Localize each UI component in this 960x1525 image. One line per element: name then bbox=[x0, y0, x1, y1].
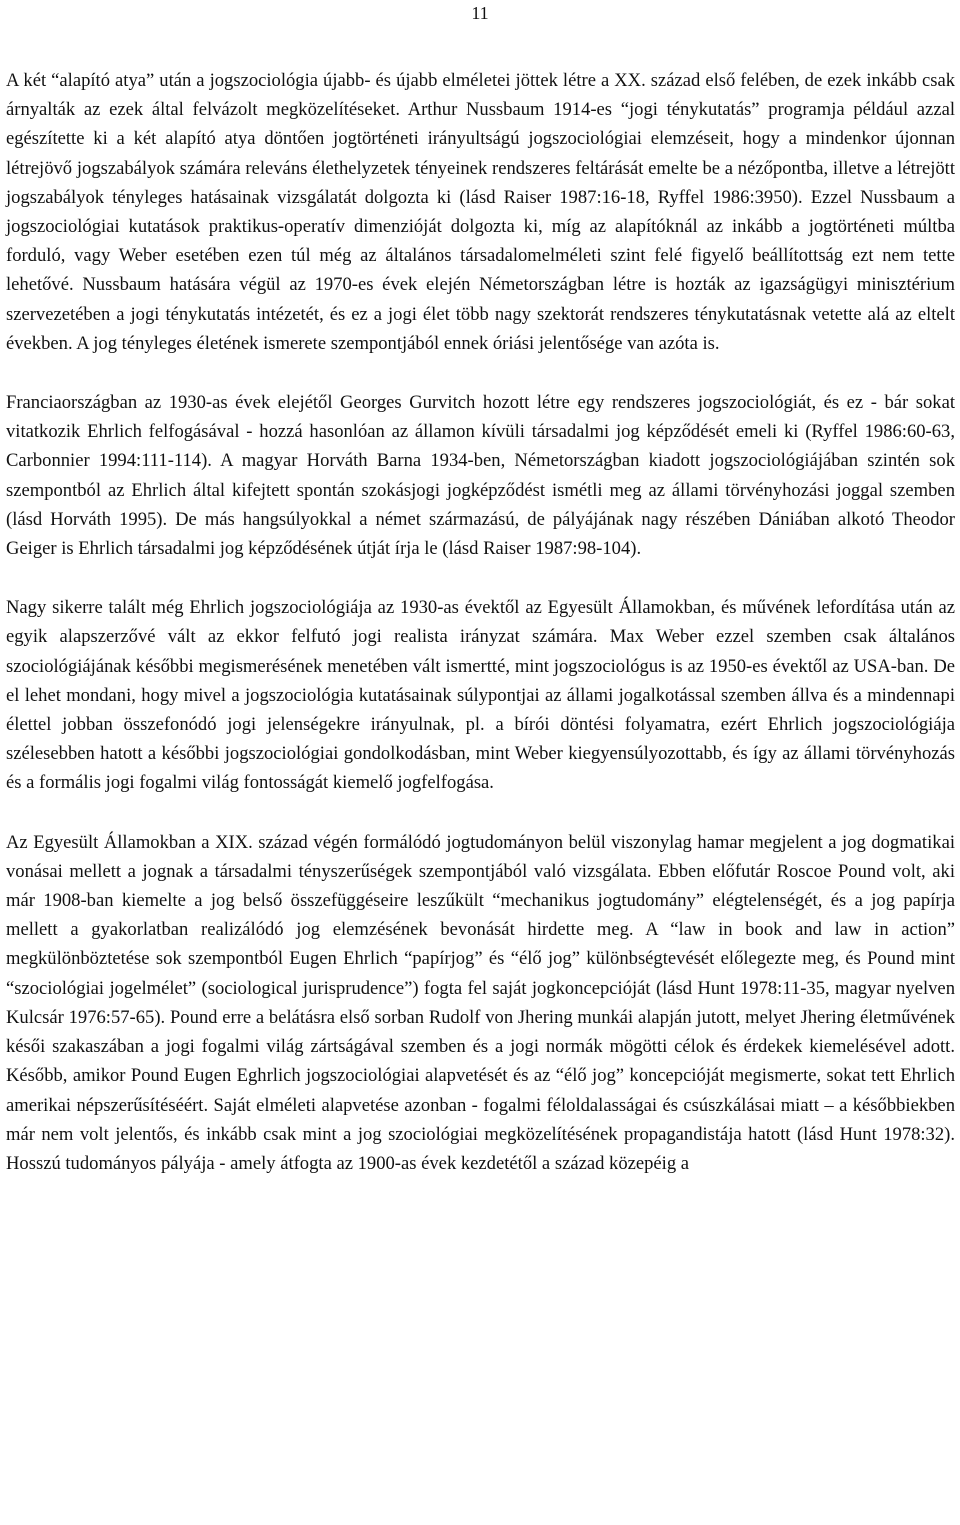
page-number: 11 bbox=[471, 3, 489, 23]
paragraph-gurvitch: Franciaországban az 1930-as évek elejétől Georges Gurvitch hozott létre egy rendszeres jogszociológiát, és ez - bár sokat vitatkozik Ehrlich felfogásával - hozzá hasonlóan az államon kívüli társadalmi jog képződését emeli ki (Ryffel 1986:60-63, Carbonnier 1994:111-114). A magyar Horváth Barna 1934-ben, Németországban kiadott jogszociológiájában szintén sok szempontból az Ehrlich által kifejtett spontán szokásjogi jogképződést ismétli meg az állami törvényhozási joggal szemben (lásd Horváth 1995). De más hangsúlyokkal a német származású, de pályájának nagy részében Dániában alkotó Theodor Geiger is Ehrlich társadalmi jog képződésének útját írja le (lásd Raiser 1987:98-104). bbox=[6, 392, 955, 560]
paragraph-pound: Az Egyesült Államokban a XIX. század végén formálódó jogtudományon belül viszonylag hamar megjelent a jog dogmatikai vonásai mellett a jognak a társadalmi tényszerűségek szempontjából való vizsgálata. Ebben előfutár Roscoe Pound volt, aki már 1908-ban kiemelte a jog belső összefüggéseire leszűkült “mechanikus jogtudomány” elégtelenségét, és a jog papírja mellett a gyakorlatban realizálódó jog elemzésének bevonását hirdette meg. A “law in book and law in action” megkülönböztetése sok szempontból Eugen Ehrlich “papírjog” és “élő jog” különbségtevését előlegezte meg, és Pound mint “szociológiai jogelmélet” (sociological jurisprudence”) fogta fel saját jogkoncepcióját (lásd Hunt 1978:11-35, magyar nyelven Kulcsár 1976:57-65). Pound erre a belátásra első sorban Rudolf von Jhering munkái alapján jutott, melyet Jhering életművének késői szakaszában a jogi fogalmi világ zártságával szemben és a jogi normák mögötti célok és érdekek kiemelésével adott. Később, amikor Pound Eugen Eghrlich jogszociológiai alapvetését és az “élő jog” koncepcióját megismerte, sokat tett Ehrlich amerikai népszerűsítéséért. Saját elméleti alapvetése azonban - fogalmi féloldalasságai és csúszkálásai miatt – a későbbiekben már nem volt jelentős, és inkább csak mint a jog szociológiai megközelítésének propagandistája hatott (lásd Hunt 1978:32). Hosszú tudományos pályája - amely átfogta az 1900-as évek kezdetétől a század közepéig a bbox=[6, 831, 955, 1174]
body-text bbox=[6, 66, 955, 1178]
paragraph-ehrlich-usa: Nagy sikerre talált még Ehrlich jogszociológiája az 1930-as évektől az Egyesült Államokban, és művének lefordítása után az egyik alapszerzővé vált az ekkor felfutó jogi realista irányzat számára. Max Weber ezzel szemben csak általános szociológiájának későbbi megismerésének menetében vált ismertté, mint jogszociológus is az 1950-es évektől az USA-ban. De el lehet mondani, hogy mivel a jogszociológia kutatásainak súlypontjai az állami jogalkotással szemben állva és a mindennapi élettel jobban összefonódó jogi jelenségekre irányulnak, pl. a bírói döntési folyamatra, ezért Ehrlich jogszociológiája szélesebben hatott a későbbi jogszociológiai gondolkodásban, mint Weber kiegyensúlyozottabb, és így az állami törvényhozás és a formális jogi fogalmi világ fontosságát kiemelő jogfelfogása. bbox=[6, 597, 955, 794]
paragraph-nussbaum: A két “alapító atya” után a jogszociológia újabb- és újabb elméletei jöttek létre a XX. század első felében, de ezek inkább csak árnyalták az ezek által felvázolt megközelítéseket. Arthur Nussbaum 1914-es “jogi ténykutatás” programja például azzal egészítette ki a két alapító atya döntően jogtörténeti irányultságú jogszociológiai elemzéseit, hogy a mindenkor újonnan létrejövő jogszabályok számára releváns élethelyzetek tényeinek rendszeres feltárását emelte be a nézőpontba, illetve a létrejött jogszabályok tényleges hatásainak vizsgálatát dolgozta ki (lásd Raiser 1987:16-18, Ryffel 1986:3950). Ezzel Nussbaum a jogszociológiai kutatások praktikus-operatív dimenzióját dolgozta ki, míg az alapítóknál az inkább a jogtörténeti múltba forduló, vagy Weber esetében ezen túl még az általános társadalomelméleti szint felé figyelő beállítottság ezt nem tette lehetővé. Nussbaum hatására végül az 1970-es évek elején Németországban létre is hozták az igazságügyi minisztérium szervezetében a jogi ténykutatás intézetét, és ez a jogi élet több nagy szektorát rendszeres ténykutatásnak vetette alá az eltelt években. A jog tényleges életének ismerete szempontjából ennek óriási jelentősége van azóta is. bbox=[6, 70, 955, 354]
